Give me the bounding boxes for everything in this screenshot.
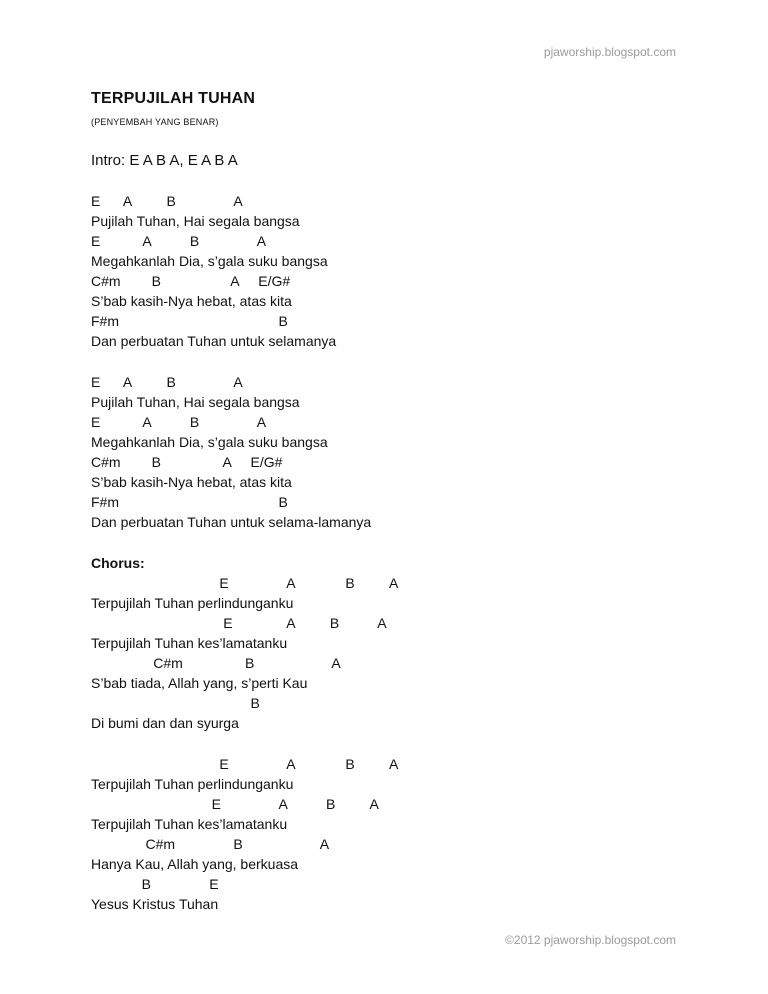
lyric-line: Dan perbuatan Tuhan untuk selama-lamanya xyxy=(91,514,372,530)
lyric-line: S’bab kasih-Nya hebat, atas kita xyxy=(91,293,292,309)
lyric-line: Megahkanlah Dia, s’gala suku bangsa xyxy=(91,253,328,269)
chord-line: C#m B A xyxy=(91,655,341,671)
lyric-line: Hanya Kau, Allah yang, berkuasa xyxy=(91,856,299,872)
blog-url: pjaworship.blogspot.com xyxy=(543,45,676,59)
lyric-line: Yesus Kristus Tuhan xyxy=(91,896,219,912)
chord-line: E A B A xyxy=(91,414,267,430)
lyric-line: Di bumi dan dan syurga xyxy=(91,715,239,731)
lyric-line: Terpujilah Tuhan perlindunganku xyxy=(91,776,294,792)
lyric-line: Terpujilah Tuhan kes’lamatanku xyxy=(91,635,288,651)
lyric-line: Megahkanlah Dia, s’gala suku bangsa xyxy=(91,434,328,450)
chord-line: E A B A xyxy=(91,756,399,772)
chord-line: E A B A xyxy=(91,575,399,591)
lyric-line: S’bab tiada, Allah yang, s’perti Kau xyxy=(91,675,308,691)
chord-line: E A B A xyxy=(91,374,243,390)
chord-line: F#m B xyxy=(91,494,288,510)
lyric-line: Pujilah Tuhan, Hai segala bangsa xyxy=(91,394,300,410)
chord-line: C#m B A E/G# xyxy=(91,273,291,289)
chord-line: E A B A xyxy=(91,615,387,631)
song-title: TERPUJILAH TUHAN xyxy=(91,90,256,107)
section-label: Chorus: xyxy=(91,555,145,571)
chord-line: C#m B A E/G# xyxy=(91,454,283,470)
chord-line: E A B A xyxy=(91,233,267,249)
lyric-line: Terpujilah Tuhan kes’lamatanku xyxy=(91,816,288,832)
song-subtitle: (PENYEMBAH YANG BENAR) xyxy=(91,117,219,127)
lyric-line: Terpujilah Tuhan perlindunganku xyxy=(91,595,294,611)
chord-line: B E xyxy=(91,876,219,892)
lyric-line: Dan perbuatan Tuhan untuk selamanya xyxy=(91,333,337,349)
chord-line: B xyxy=(91,695,260,711)
chord-line: F#m B xyxy=(91,313,288,329)
chord-line: C#m B A xyxy=(91,836,330,852)
lyric-line: Pujilah Tuhan, Hai segala bangsa xyxy=(91,213,300,229)
intro-chords: Intro: E A B A, E A B A xyxy=(91,152,238,169)
chord-line: E A B A xyxy=(91,193,243,209)
chord-line: E A B A xyxy=(91,796,379,812)
lyric-line: S’bab kasih-Nya hebat, atas kita xyxy=(91,474,292,490)
copyright-footer: ©2012 pjaworship.blogspot.com xyxy=(505,933,676,947)
